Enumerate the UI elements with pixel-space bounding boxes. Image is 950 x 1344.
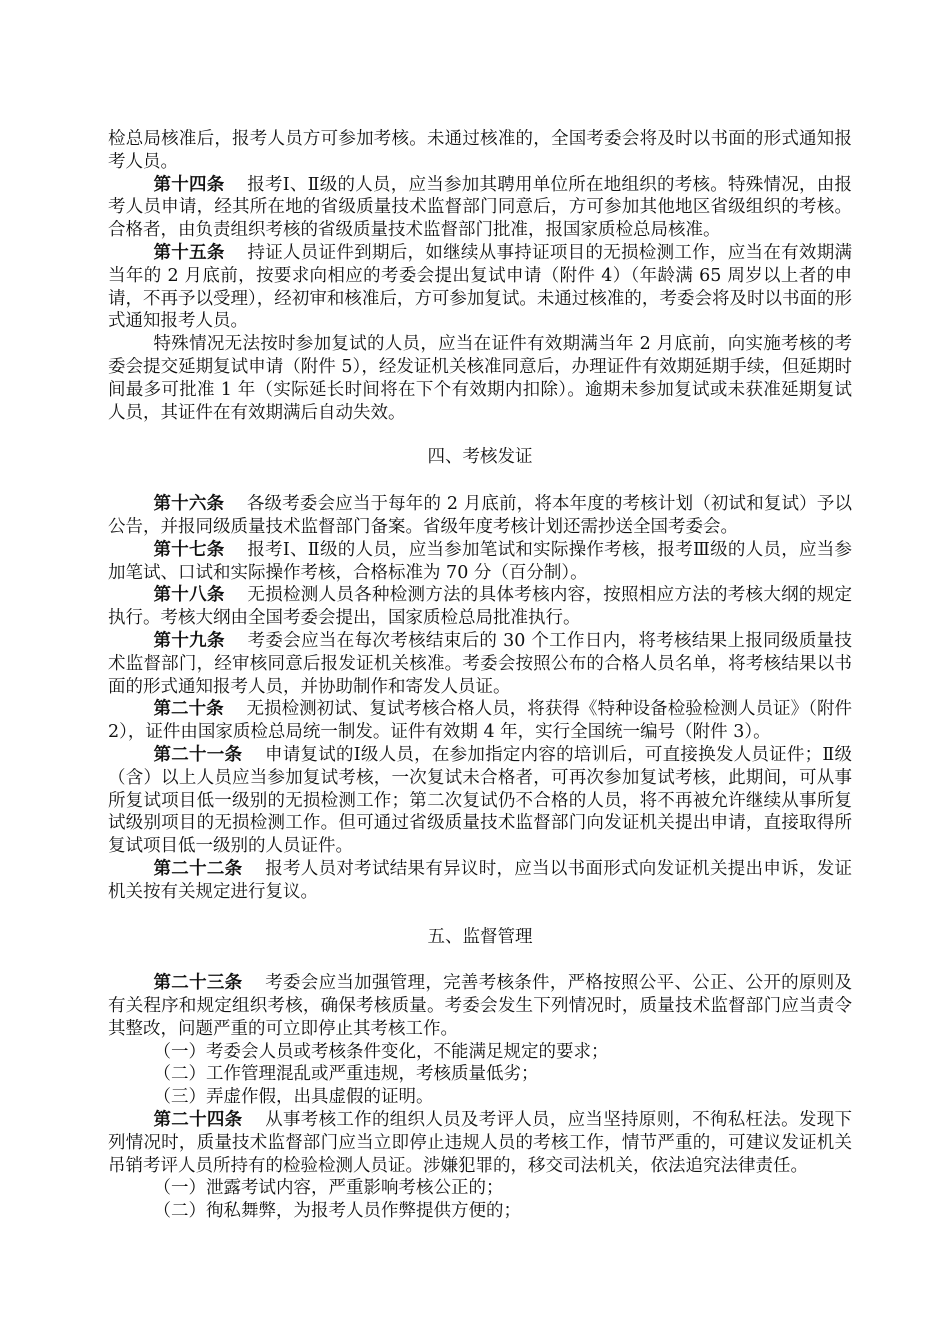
article-15-paragraph-2: 特殊情况无法按时参加复试的人员，应当在证件有效期满当年 2 月底前，向实施考核的考委会提交延期复试申请（附件 5），经发证机关核准同意后，办理证件有效期延期手续，但延期时间最多可批准 1 年（实际延长时间将在下个有效期内扣除）。逾期未参加复试或未获准延期复试人员，其证件在有效期满后自动失效。 bbox=[108, 334, 852, 423]
article-15 bbox=[108, 242, 852, 333]
list-item: （二）工作管理混乱或严重违规，考核质量低劣； bbox=[153, 1064, 539, 1085]
document-page bbox=[108, 128, 852, 1223]
article-text: 无损检测初试、复试考核合格人员，将获得《特种设备检验检测人员证》（附件 2），证件由国家质检总局统一制发。证件有效期 4 年，实行全国统一编号（附件 3）。 bbox=[108, 699, 853, 743]
article-label: 第十九条 bbox=[153, 630, 225, 651]
article-text: 无损检测人员各种检测方法的具体考核内容，按照相应方法的考核大纲的规定执行。考核大纲由全国考委会提出，国家质检总局批准执行。 bbox=[108, 585, 853, 629]
article-label: 第二十三条 bbox=[153, 973, 243, 994]
article-18 bbox=[108, 584, 852, 630]
list-item: （一）考委会人员或考核条件变化，不能满足规定的要求； bbox=[153, 1041, 609, 1062]
article-text: 从事考核工作的组织人员及考评人员，应当坚持原则，不徇私枉法。发现下列情况时，质量技术监督部门应当立即停止违规人员的考核工作，情节严重的，可建议发证机关吊销考评人员所持有的检验检测人员证。涉嫌犯罪的，移交司法机关，依法追究法律责任。 bbox=[108, 1110, 852, 1176]
article-19 bbox=[108, 630, 852, 698]
article-16 bbox=[108, 493, 852, 539]
article-label: 第二十条 bbox=[153, 699, 224, 720]
article-label: 第十五条 bbox=[153, 242, 225, 263]
list-item: （一）泄露考试内容，严重影响考核公正的； bbox=[153, 1178, 504, 1199]
article-22 bbox=[108, 858, 852, 904]
article-20 bbox=[108, 698, 852, 744]
article-text: 报考Ⅰ、Ⅱ级的人员，应当参加其聘用单位所在地组织的考核。特殊情况，由报考人员申请，经其所在地的省级质量技术监督部门同意后，方可参加其他地区省级组织的考核。合格者，由负责组织考核的省级质量技术监督部门批准，报国家质检总局核准。 bbox=[108, 174, 852, 241]
section-title-4: 四、考核发证 bbox=[427, 447, 533, 468]
article-label: 第十八条 bbox=[153, 585, 225, 606]
article-24 bbox=[108, 1109, 852, 1177]
article-text: 持证人员证件到期后，如继续从事持证项目的无损检测工作，应当在有效期满当年的 2 月底前，按要求向相应的考委会提出复试申请（附件 4）（年龄满 65 周岁以上者的申请，不再予以受理），经初审和核准后，方可参加复试。未通过核准的，考委会将及时以书面的形式通知报考人员。 bbox=[108, 242, 853, 332]
article-text: 考委会应当在每次考核结束后的 30 个工作日内，将考核结果上报同级质量技术监督部门，经审核同意后报发证机关核准。考委会按照公布的合格人员名单，将考核结果以书面的形式通知报考人员，并协助制作和寄发人员证。 bbox=[108, 630, 852, 697]
article-21 bbox=[108, 744, 852, 858]
article-label: 第二十四条 bbox=[153, 1110, 243, 1131]
article-label: 第十四条 bbox=[153, 174, 225, 195]
article-text: 报考Ⅰ、Ⅱ级的人员，应当参加笔试和实际操作考核，报考Ⅲ级的人员，应当参加笔试、口试和实际操作考核，合格标准为 70 分（百分制）。 bbox=[108, 539, 852, 583]
article-17 bbox=[108, 539, 852, 585]
article-label: 第二十一条 bbox=[153, 744, 243, 765]
article-text: 报考人员对考试结果有异议时，应当以书面形式向发证机关提出申诉，发证机关按有关规定进行复议。 bbox=[108, 858, 852, 902]
article-14 bbox=[108, 174, 852, 242]
article-text: 各级考委会应当于每年的 2 月底前，将本年度的考核计划（初试和复试）予以公告，并报同级质量技术监督部门备案。省级年度考核计划还需抄送全国考委会。 bbox=[108, 494, 853, 537]
article-label: 第二十二条 bbox=[153, 858, 243, 879]
article-label: 第十六条 bbox=[153, 494, 225, 515]
paragraph-continued: 检总局核准后，报考人员方可参加考核。未通过核准的，全国考委会将及时以书面的形式通知报考人员。 bbox=[108, 129, 852, 172]
article-text: 申请复试的Ⅰ级人员，在参加指定内容的培训后，可直接换发人员证件；Ⅱ级（含）以上人员应当参加复试考核，一次复试未合格者，可再次参加复试考核，此期间，可从事所复试项目低一级别的无损检测工作；第二次复试仍不合格的人员，将不再被允许继续从事所复试级别项目的无损检测工作。但可通过省级质量技术监督部门向发证机关提出申请，直接取得所复试项目低一级别的人员证件。 bbox=[108, 744, 853, 857]
article-text: 考委会应当加强管理，完善考核条件，严格按照公平、公正、公开的原则及有关程序和规定组织考核，确保考核质量。考委会发生下列情况时，质量技术监督部门应当责令其整改，问题严重的可立即停止其考核工作。 bbox=[108, 973, 852, 1039]
article-label: 第十七条 bbox=[153, 539, 225, 560]
article-23 bbox=[108, 972, 852, 1040]
list-item: （二）徇私舞弊，为报考人员作弊提供方便的； bbox=[153, 1201, 521, 1222]
section-title-5: 五、监督管理 bbox=[427, 926, 533, 947]
list-item: （三）弄虚作假，出具虚假的证明。 bbox=[153, 1087, 434, 1108]
